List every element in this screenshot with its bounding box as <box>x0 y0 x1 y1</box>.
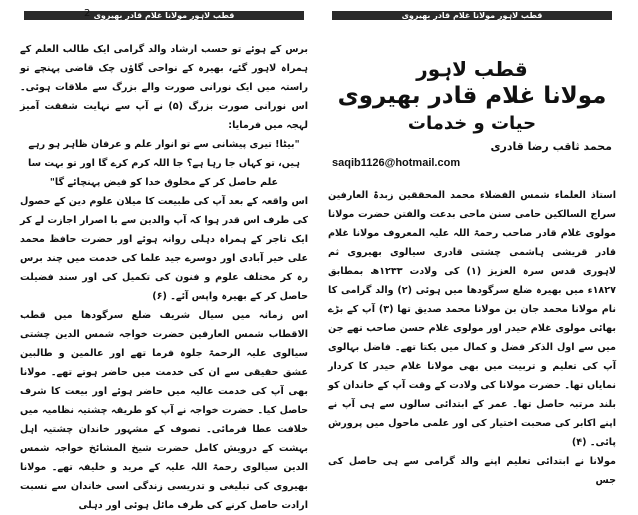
right-paragraph: استاذ العلماء شمس الفضلاء محمد المحققین زبدۃ العارفین سراج السالکین حامی سنن ماحی بدعت والفتن حضرت مولانا مولوی غلام قادر صاحب رحمۃ اللہ علیہ المعروف مولانا غلام قادر قریشی ہاشمی چشتی قادری سیالوی بھیروی ثم لاہوری قدس سرہ العزیز (۱) کی ولادت ۱۲۳۳ھ بمطابق ۱۸۲۷ء میں بھیرہ ضلع سرگودھا میں ہوئی (۲) والد گرامی کا نام مولانا محمد جان بن مولانا محمد صدیق تھا (۳) آپ کے بڑے بھائی مولوی غلام حیدر اور مولوی غلام حسن صاحب تھے جن میں سے اول الذکر فضل و کمال میں یکتا تھے۔ فاضل بہالوی آپ کی تعلیم و تربیت میں بھی مولانا غلام حیدر کا کردار نمایاں تھا۔ حضرت مولانا کی ولادت کے وقت آپ کے خاندان کو بلند مرتبہ حاصل تھا۔ عمر کے ابتدائی سالوں سے ہی آپ نے اپنے اکابر کی صحبت اختیار کی اور علمی ماحول میں پرورش پائی۔ (۴) <box>328 190 617 448</box>
right-header-title: قطب لاہور مولانا غلام قادر بھیروی <box>392 11 553 20</box>
left-running-header <box>14 8 314 22</box>
right-running-header <box>322 8 622 22</box>
right-body-text <box>328 186 616 490</box>
right-page <box>322 0 622 486</box>
left-page <box>14 0 314 511</box>
left-header-title: قطب لاہور مولانا غلام قادر بھیروی <box>84 11 245 20</box>
book-subtitle: حیات و خدمات <box>407 113 537 134</box>
author-name: محمد ثاقب رضا قادری <box>490 140 612 153</box>
title-block <box>322 58 622 136</box>
left-paragraph-3: اس زمانہ میں سیال شریف ضلع سرگودھا میں قطب الاقطاب شمس العارفین حضرت خواجہ شمس الدین چشتی سیالوی علیہ الرحمۃ جلوہ فرما تھے اور عالمین و طالبین عشق حقیقی سے ان کی خدمت میں حاضر ہوتے تھے۔ مولانا بھی آپ کی خدمت عالیہ میں حاضر ہوئے اور بیعت کا شرف حاصل کیا۔ حضرت خواجہ نے آپ کو طریقہ چشتیہ نظامیہ میں خلافت عطا فرمائی۔ تصوف کے مشہور خاندان چشتیہ اہل بہشت کے درویش کامل حضرت شیخ المشائخ خواجہ شمس الدین سیالوی رحمۃ اللہ علیہ کے مرید و خلیفہ تھے۔ مولانا بھیروی کی تبلیغی و تدریسی زندگی اسی خاندان سے نسبت ارادت حاصل کرنے کی طرف مائل ہوئی اور دہلی <box>20 310 308 511</box>
left-body-text <box>20 40 308 515</box>
quote: "بیٹا! تیری پیشانی سے تو انوار علم و عرفان ظاہر ہو رہے ہیں، تو کہاں جا رہا ہے؟ جا اللہ کرم کرے گا اور تو بہت سا علم حاصل کر کے مخلوق خدا کو فیض پہنچائے گا" <box>28 139 300 188</box>
left-paragraph-1: برس کے ہوئے تو حسب ارشاد والد گرامی ایک طالب العلم کے ہمراہ لاہور گئے، بھیرہ کے نواحی گاؤں چک قاضی پہنچے تو راستہ میں ایک نورانی صورت والے بزرگ سے ملاقات ہوئی۔ اس نورانی صورت بزرگ (۵) نے آپ سے نہایت شفقت آمیز لہجہ میں فرمایا: <box>20 44 308 131</box>
right-last-line: مولانا نے ابتدائی تعلیم اپنے والد گرامی سے ہی حاصل کی جس <box>328 456 616 486</box>
left-paragraph-2: اس واقعہ کے بعد آپ کی طبیعت کا میلان علوم دین کے حصول کی طرف اس قدر ہوا کہ آپ والدین سے با اصرار اجازت لے کر ایک تاجر کے ہمراہ دہلی روانہ ہوئے اور حضرت حافظ محمد علی خیر آبادی اور دوسرے جید علما کی خدمت میں چند برس رہ کر مختلف علوم و فنون کی تکمیل کی اور سند فضیلت حاصل کر کے بھیرہ واپس آئے۔ (۶) <box>20 196 308 302</box>
book-title-line-1: قطب لاہور <box>416 57 528 81</box>
book-title-line-2: مولانا غلام قادر بھیروی <box>337 83 607 109</box>
author-email: saqib1126@hotmail.com <box>332 157 461 169</box>
page-number: 2 <box>84 8 91 19</box>
